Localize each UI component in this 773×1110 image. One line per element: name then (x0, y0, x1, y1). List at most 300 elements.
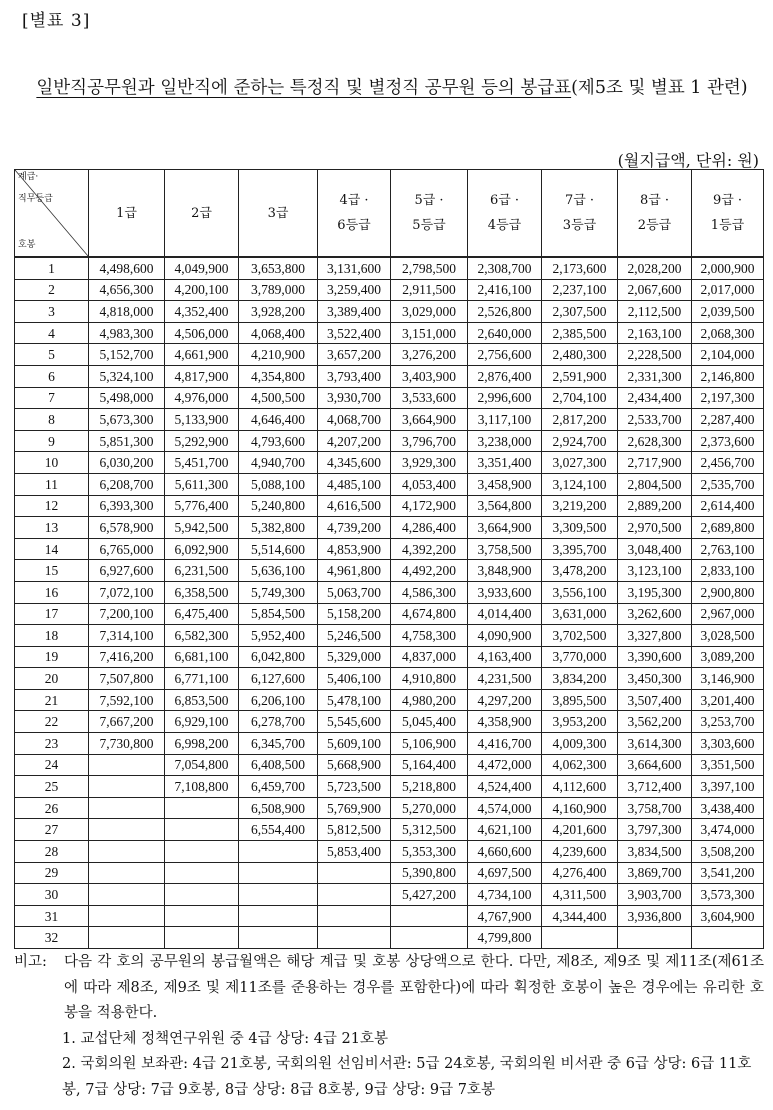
salary-cell: 5,723,500 (318, 776, 391, 798)
salary-cell (692, 927, 764, 949)
salary-cell: 6,475,400 (165, 603, 239, 625)
step-number-cell: 32 (15, 927, 89, 949)
salary-cell: 4,344,400 (542, 905, 618, 927)
salary-cell: 2,640,000 (468, 322, 542, 344)
table-row (15, 625, 764, 647)
salary-cell: 2,373,600 (692, 430, 764, 452)
salary-cell (239, 905, 318, 927)
annex-reference: [별표 3] (22, 11, 91, 31)
table-row (15, 841, 764, 863)
salary-cell: 7,416,200 (89, 646, 165, 668)
step-number-cell: 24 (15, 754, 89, 776)
salary-cell: 3,664,600 (618, 754, 692, 776)
step-number-cell: 28 (15, 841, 89, 863)
salary-cell: 4,758,300 (391, 625, 468, 647)
salary-cell: 2,434,400 (618, 387, 692, 409)
salary-cell: 2,307,500 (542, 301, 618, 323)
step-number-cell: 4 (15, 322, 89, 344)
step-number-cell: 15 (15, 560, 89, 582)
salary-cell: 2,287,400 (692, 409, 764, 431)
salary-cell: 5,769,900 (318, 797, 391, 819)
table-row (15, 689, 764, 711)
salary-cell: 5,611,300 (165, 473, 239, 495)
step-number-cell: 27 (15, 819, 89, 841)
salary-cell: 2,028,200 (618, 257, 692, 279)
salary-cell: 3,027,300 (542, 452, 618, 474)
title-main: 일반직공무원과 일반직에 준하는 특정직 및 별정직 공무원 등의 봉급표 (36, 78, 572, 98)
salary-cell: 2,112,500 (618, 301, 692, 323)
salary-cell: 3,564,800 (468, 495, 542, 517)
salary-cell: 4,068,400 (239, 322, 318, 344)
step-number-cell: 14 (15, 538, 89, 560)
salary-cell (318, 905, 391, 927)
step-number-cell: 23 (15, 733, 89, 755)
salary-cell: 2,197,300 (692, 387, 764, 409)
salary-cell: 3,758,700 (618, 797, 692, 819)
salary-cell: 5,312,500 (391, 819, 468, 841)
salary-cell: 4,049,900 (165, 257, 239, 279)
salary-cell: 5,292,900 (165, 430, 239, 452)
table-row (15, 668, 764, 690)
salary-cell: 3,869,700 (618, 862, 692, 884)
table-row (15, 711, 764, 733)
step-number-cell: 3 (15, 301, 89, 323)
salary-cell: 5,853,400 (318, 841, 391, 863)
unit-note: (월지급액, 단위: 원) (617, 151, 759, 170)
salary-cell: 3,712,400 (618, 776, 692, 798)
salary-cell: 3,146,900 (692, 668, 764, 690)
salary-cell: 4,200,100 (165, 279, 239, 301)
salary-cell: 2,924,700 (542, 430, 618, 452)
salary-cell: 3,390,600 (618, 646, 692, 668)
salary-cell: 3,238,000 (468, 430, 542, 452)
step-number-cell: 26 (15, 797, 89, 819)
salary-cell: 4,201,600 (542, 819, 618, 841)
salary-cell: 4,853,900 (318, 538, 391, 560)
salary-cell: 4,416,700 (468, 733, 542, 755)
salary-cell: 5,812,500 (318, 819, 391, 841)
salary-cell: 4,980,200 (391, 689, 468, 711)
step-number-cell: 13 (15, 517, 89, 539)
salary-cell: 6,998,200 (165, 733, 239, 755)
salary-cell (89, 884, 165, 906)
salary-cell: 5,514,600 (239, 538, 318, 560)
step-number-cell: 12 (15, 495, 89, 517)
salary-cell: 3,533,600 (391, 387, 468, 409)
remarks-body (14, 950, 764, 1027)
salary-cell: 6,681,100 (165, 646, 239, 668)
salary-cell: 4,207,200 (318, 430, 391, 452)
salary-cell: 4,940,700 (239, 452, 318, 474)
salary-cell: 3,834,200 (542, 668, 618, 690)
salary-cell (165, 819, 239, 841)
salary-cell: 4,492,200 (391, 560, 468, 582)
salary-cell: 4,500,500 (239, 387, 318, 409)
remarks-text: 다음 각 호의 공무원의 봉급월액은 해당 계급 및 호봉 상당액으로 한다. 다만, 제8조, 제9조 및 제11조(제61조에 따라 제8조, 제9조 및 제11조를 준용하는 경우를 포함한다)에 따라 획정한 호봉이 높은 경우에는 유리한 호봉을 적용한다. (64, 954, 764, 1021)
salary-cell: 2,237,100 (542, 279, 618, 301)
salary-cell: 4,090,900 (468, 625, 542, 647)
salary-cell: 4,062,300 (542, 754, 618, 776)
salary-cell: 2,067,600 (618, 279, 692, 301)
corner-label-level: 직무등급 (18, 194, 53, 204)
salary-cell: 5,382,800 (239, 517, 318, 539)
salary-cell: 3,276,200 (391, 344, 468, 366)
table-row (15, 301, 764, 323)
salary-cell: 7,054,800 (165, 754, 239, 776)
salary-cell: 3,834,500 (618, 841, 692, 863)
table-row (15, 344, 764, 366)
salary-cell: 5,152,700 (89, 344, 165, 366)
salary-cell: 3,541,200 (692, 862, 764, 884)
salary-cell: 2,614,400 (692, 495, 764, 517)
salary-cell: 4,345,600 (318, 452, 391, 474)
salary-cell: 3,953,200 (542, 711, 618, 733)
salary-cell: 4,818,000 (89, 301, 165, 323)
salary-cell: 3,895,500 (542, 689, 618, 711)
salary-cell: 3,508,200 (692, 841, 764, 863)
salary-cell (239, 862, 318, 884)
salary-cell: 3,195,300 (618, 581, 692, 603)
step-number-cell: 9 (15, 430, 89, 452)
salary-cell: 5,063,700 (318, 581, 391, 603)
salary-cell: 3,631,000 (542, 603, 618, 625)
salary-cell (239, 884, 318, 906)
col-header-8: 8급 · 2등급 (618, 170, 692, 258)
salary-cell: 3,124,100 (542, 473, 618, 495)
salary-cell: 4,767,900 (468, 905, 542, 927)
salary-cell: 4,485,100 (318, 473, 391, 495)
salary-cell: 2,104,000 (692, 344, 764, 366)
table-row (15, 452, 764, 474)
salary-cell: 4,961,800 (318, 560, 391, 582)
salary-cell (89, 819, 165, 841)
step-number-cell: 22 (15, 711, 89, 733)
salary-cell: 2,628,300 (618, 430, 692, 452)
table-row (15, 581, 764, 603)
col-header-4: 4급 · 6등급 (318, 170, 391, 258)
salary-cell: 6,030,200 (89, 452, 165, 474)
salary-cell: 2,704,100 (542, 387, 618, 409)
salary-cell: 4,734,100 (468, 884, 542, 906)
step-number-cell: 10 (15, 452, 89, 474)
salary-cell: 4,239,600 (542, 841, 618, 863)
table-row (15, 495, 764, 517)
salary-cell: 2,416,100 (468, 279, 542, 301)
table-row (15, 797, 764, 819)
salary-cell: 2,228,500 (618, 344, 692, 366)
salary-cell: 3,474,000 (692, 819, 764, 841)
salary-cell: 4,009,300 (542, 733, 618, 755)
salary-cell: 4,646,400 (239, 409, 318, 431)
table-row (15, 430, 764, 452)
table-row (15, 646, 764, 668)
table-row (15, 257, 764, 279)
salary-cell: 4,983,300 (89, 322, 165, 344)
salary-cell: 4,574,000 (468, 797, 542, 819)
table-row (15, 409, 764, 431)
salary-cell: 5,776,400 (165, 495, 239, 517)
salary-cell: 3,702,500 (542, 625, 618, 647)
salary-cell: 2,456,700 (692, 452, 764, 474)
salary-cell: 5,164,400 (391, 754, 468, 776)
salary-cell: 4,697,500 (468, 862, 542, 884)
salary-cell: 3,028,500 (692, 625, 764, 647)
table-row (15, 603, 764, 625)
salary-cell: 3,201,400 (692, 689, 764, 711)
salary-cell: 6,092,900 (165, 538, 239, 560)
salary-cell: 2,146,800 (692, 365, 764, 387)
salary-cell: 6,278,700 (239, 711, 318, 733)
salary-cell: 3,933,600 (468, 581, 542, 603)
salary-cell: 6,771,100 (165, 668, 239, 690)
salary-cell (391, 905, 468, 927)
salary-cell: 4,068,700 (318, 409, 391, 431)
step-number-cell: 1 (15, 257, 89, 279)
salary-cell: 5,952,400 (239, 625, 318, 647)
salary-cell: 3,450,300 (618, 668, 692, 690)
salary-cell: 4,163,400 (468, 646, 542, 668)
salary-cell: 2,970,500 (618, 517, 692, 539)
salary-cell: 6,358,500 (165, 581, 239, 603)
salary-cell: 2,900,800 (692, 581, 764, 603)
salary-cell: 5,240,800 (239, 495, 318, 517)
salary-cell: 4,586,300 (391, 581, 468, 603)
salary-cell: 5,478,100 (318, 689, 391, 711)
salary-cell: 7,592,100 (89, 689, 165, 711)
table-row (15, 279, 764, 301)
table-row (15, 905, 764, 927)
salary-cell: 2,798,500 (391, 257, 468, 279)
salary-cell: 3,309,500 (542, 517, 618, 539)
step-number-cell: 7 (15, 387, 89, 409)
salary-cell: 7,314,100 (89, 625, 165, 647)
salary-cell: 3,797,300 (618, 819, 692, 841)
salary-cell: 4,817,900 (165, 365, 239, 387)
salary-cell: 4,498,600 (89, 257, 165, 279)
salary-cell: 2,017,000 (692, 279, 764, 301)
step-number-cell: 30 (15, 884, 89, 906)
salary-cell: 4,793,600 (239, 430, 318, 452)
salary-cell: 3,123,100 (618, 560, 692, 582)
salary-cell: 3,389,400 (318, 301, 391, 323)
salary-cell (239, 927, 318, 949)
salary-cell (89, 797, 165, 819)
salary-cell: 2,533,700 (618, 409, 692, 431)
salary-cell: 6,408,500 (239, 754, 318, 776)
salary-cell: 3,930,700 (318, 387, 391, 409)
salary-cell (165, 862, 239, 884)
salary-cell: 6,582,300 (165, 625, 239, 647)
salary-cell: 5,609,100 (318, 733, 391, 755)
salary-cell (89, 776, 165, 798)
salary-cell: 5,088,100 (239, 473, 318, 495)
salary-cell: 5,106,900 (391, 733, 468, 755)
salary-cell: 4,014,400 (468, 603, 542, 625)
salary-cell: 2,876,400 (468, 365, 542, 387)
salary-cell: 6,208,700 (89, 473, 165, 495)
salary-cell: 3,573,300 (692, 884, 764, 906)
salary-cell: 3,614,300 (618, 733, 692, 755)
salary-cell: 5,498,000 (89, 387, 165, 409)
salary-cell: 3,131,600 (318, 257, 391, 279)
table-row (15, 538, 764, 560)
salary-cell: 4,297,200 (468, 689, 542, 711)
salary-cell: 4,354,800 (239, 365, 318, 387)
salary-cell: 5,545,600 (318, 711, 391, 733)
salary-cell: 4,210,900 (239, 344, 318, 366)
salary-cell: 6,206,100 (239, 689, 318, 711)
salary-cell: 2,173,600 (542, 257, 618, 279)
salary-cell: 5,329,000 (318, 646, 391, 668)
salary-cell: 3,657,200 (318, 344, 391, 366)
table-body (15, 257, 764, 949)
salary-cell: 3,653,800 (239, 257, 318, 279)
salary-cell: 7,667,200 (89, 711, 165, 733)
salary-cell: 6,508,900 (239, 797, 318, 819)
salary-cell (89, 841, 165, 863)
salary-cell: 3,522,400 (318, 322, 391, 344)
salary-cell: 3,562,200 (618, 711, 692, 733)
salary-cell: 4,674,800 (391, 603, 468, 625)
salary-cell: 6,042,800 (239, 646, 318, 668)
salary-cell: 3,397,100 (692, 776, 764, 798)
salary-cell: 3,438,400 (692, 797, 764, 819)
salary-cell: 3,327,800 (618, 625, 692, 647)
salary-cell: 2,535,700 (692, 473, 764, 495)
salary-cell: 2,039,500 (692, 301, 764, 323)
salary-cell: 2,833,100 (692, 560, 764, 582)
col-header-7: 7급 · 3등급 (542, 170, 618, 258)
step-number-cell: 2 (15, 279, 89, 301)
salary-cell: 5,246,500 (318, 625, 391, 647)
salary-cell: 4,311,500 (542, 884, 618, 906)
salary-cell: 3,351,400 (468, 452, 542, 474)
salary-cell: 4,506,000 (165, 322, 239, 344)
salary-cell (542, 927, 618, 949)
salary-cell: 2,308,700 (468, 257, 542, 279)
salary-cell: 5,406,100 (318, 668, 391, 690)
col-header-1: 1급 (89, 170, 165, 258)
salary-cell: 3,478,200 (542, 560, 618, 582)
table-row (15, 322, 764, 344)
salary-cell: 3,796,700 (391, 430, 468, 452)
salary-cell: 3,253,700 (692, 711, 764, 733)
salary-cell: 3,556,100 (542, 581, 618, 603)
salary-cell: 4,392,200 (391, 538, 468, 560)
salary-cell: 3,219,200 (542, 495, 618, 517)
step-number-cell: 18 (15, 625, 89, 647)
col-header-9: 9급 · 1등급 (692, 170, 764, 258)
step-number-cell: 6 (15, 365, 89, 387)
salary-cell: 2,331,300 (618, 365, 692, 387)
salary-cell: 5,158,200 (318, 603, 391, 625)
salary-cell (165, 884, 239, 906)
salary-cell: 2,967,000 (692, 603, 764, 625)
step-number-cell: 25 (15, 776, 89, 798)
corner-label-step: 호봉 (18, 240, 36, 250)
salary-cell: 5,854,500 (239, 603, 318, 625)
col-header-5: 5급 · 5등급 (391, 170, 468, 258)
step-number-cell: 19 (15, 646, 89, 668)
salary-cell: 4,472,000 (468, 754, 542, 776)
salary-cell: 7,730,800 (89, 733, 165, 755)
salary-cell: 6,393,300 (89, 495, 165, 517)
salary-cell: 4,660,600 (468, 841, 542, 863)
salary-cell (391, 927, 468, 949)
salary-cell: 7,200,100 (89, 603, 165, 625)
salary-cell: 3,664,900 (391, 409, 468, 431)
salary-cell: 2,591,900 (542, 365, 618, 387)
salary-cell: 3,929,300 (391, 452, 468, 474)
salary-cell: 6,929,100 (165, 711, 239, 733)
table-row (15, 733, 764, 755)
salary-cell: 6,231,500 (165, 560, 239, 582)
salary-cell (165, 905, 239, 927)
step-number-cell: 20 (15, 668, 89, 690)
salary-cell: 4,172,900 (391, 495, 468, 517)
salary-cell: 3,604,900 (692, 905, 764, 927)
step-number-cell: 8 (15, 409, 89, 431)
salary-cell: 2,756,600 (468, 344, 542, 366)
salary-cell: 5,673,300 (89, 409, 165, 431)
header-row (15, 170, 764, 258)
salary-cell: 3,848,900 (468, 560, 542, 582)
salary-cell: 3,903,700 (618, 884, 692, 906)
corner-label-grade: 계급· (18, 172, 39, 182)
salary-cell: 5,749,300 (239, 581, 318, 603)
salary-cell: 4,739,200 (318, 517, 391, 539)
step-number-cell: 17 (15, 603, 89, 625)
document-title (22, 70, 762, 106)
salary-cell: 2,911,500 (391, 279, 468, 301)
table-row (15, 819, 764, 841)
salary-cell: 5,636,100 (239, 560, 318, 582)
salary-cell: 3,117,100 (468, 409, 542, 431)
table-row (15, 927, 764, 949)
salary-cell: 6,459,700 (239, 776, 318, 798)
salary-cell (89, 927, 165, 949)
salary-cell: 4,276,400 (542, 862, 618, 884)
table-row (15, 473, 764, 495)
salary-cell: 3,507,400 (618, 689, 692, 711)
table-row (15, 862, 764, 884)
salary-cell: 2,000,900 (692, 257, 764, 279)
salary-cell: 4,837,000 (391, 646, 468, 668)
step-number-cell: 21 (15, 689, 89, 711)
salary-cell: 5,390,800 (391, 862, 468, 884)
salary-cell: 2,817,200 (542, 409, 618, 431)
salary-cell: 5,427,200 (391, 884, 468, 906)
salary-cell: 4,656,300 (89, 279, 165, 301)
salary-cell: 7,507,800 (89, 668, 165, 690)
salary-cell: 7,072,100 (89, 581, 165, 603)
salary-cell: 3,403,900 (391, 365, 468, 387)
salary-cell: 2,385,500 (542, 322, 618, 344)
salary-cell (165, 797, 239, 819)
salary-cell: 4,524,400 (468, 776, 542, 798)
salary-cell: 3,048,400 (618, 538, 692, 560)
salary-cell: 4,358,900 (468, 711, 542, 733)
salary-cell: 6,765,000 (89, 538, 165, 560)
salary-cell: 3,758,500 (468, 538, 542, 560)
salary-cell: 4,661,900 (165, 344, 239, 366)
salary-cell: 4,799,800 (468, 927, 542, 949)
salary-cell: 3,936,800 (618, 905, 692, 927)
salary-cell: 4,352,400 (165, 301, 239, 323)
step-number-cell: 31 (15, 905, 89, 927)
salary-cell: 5,353,300 (391, 841, 468, 863)
salary-cell: 6,554,400 (239, 819, 318, 841)
